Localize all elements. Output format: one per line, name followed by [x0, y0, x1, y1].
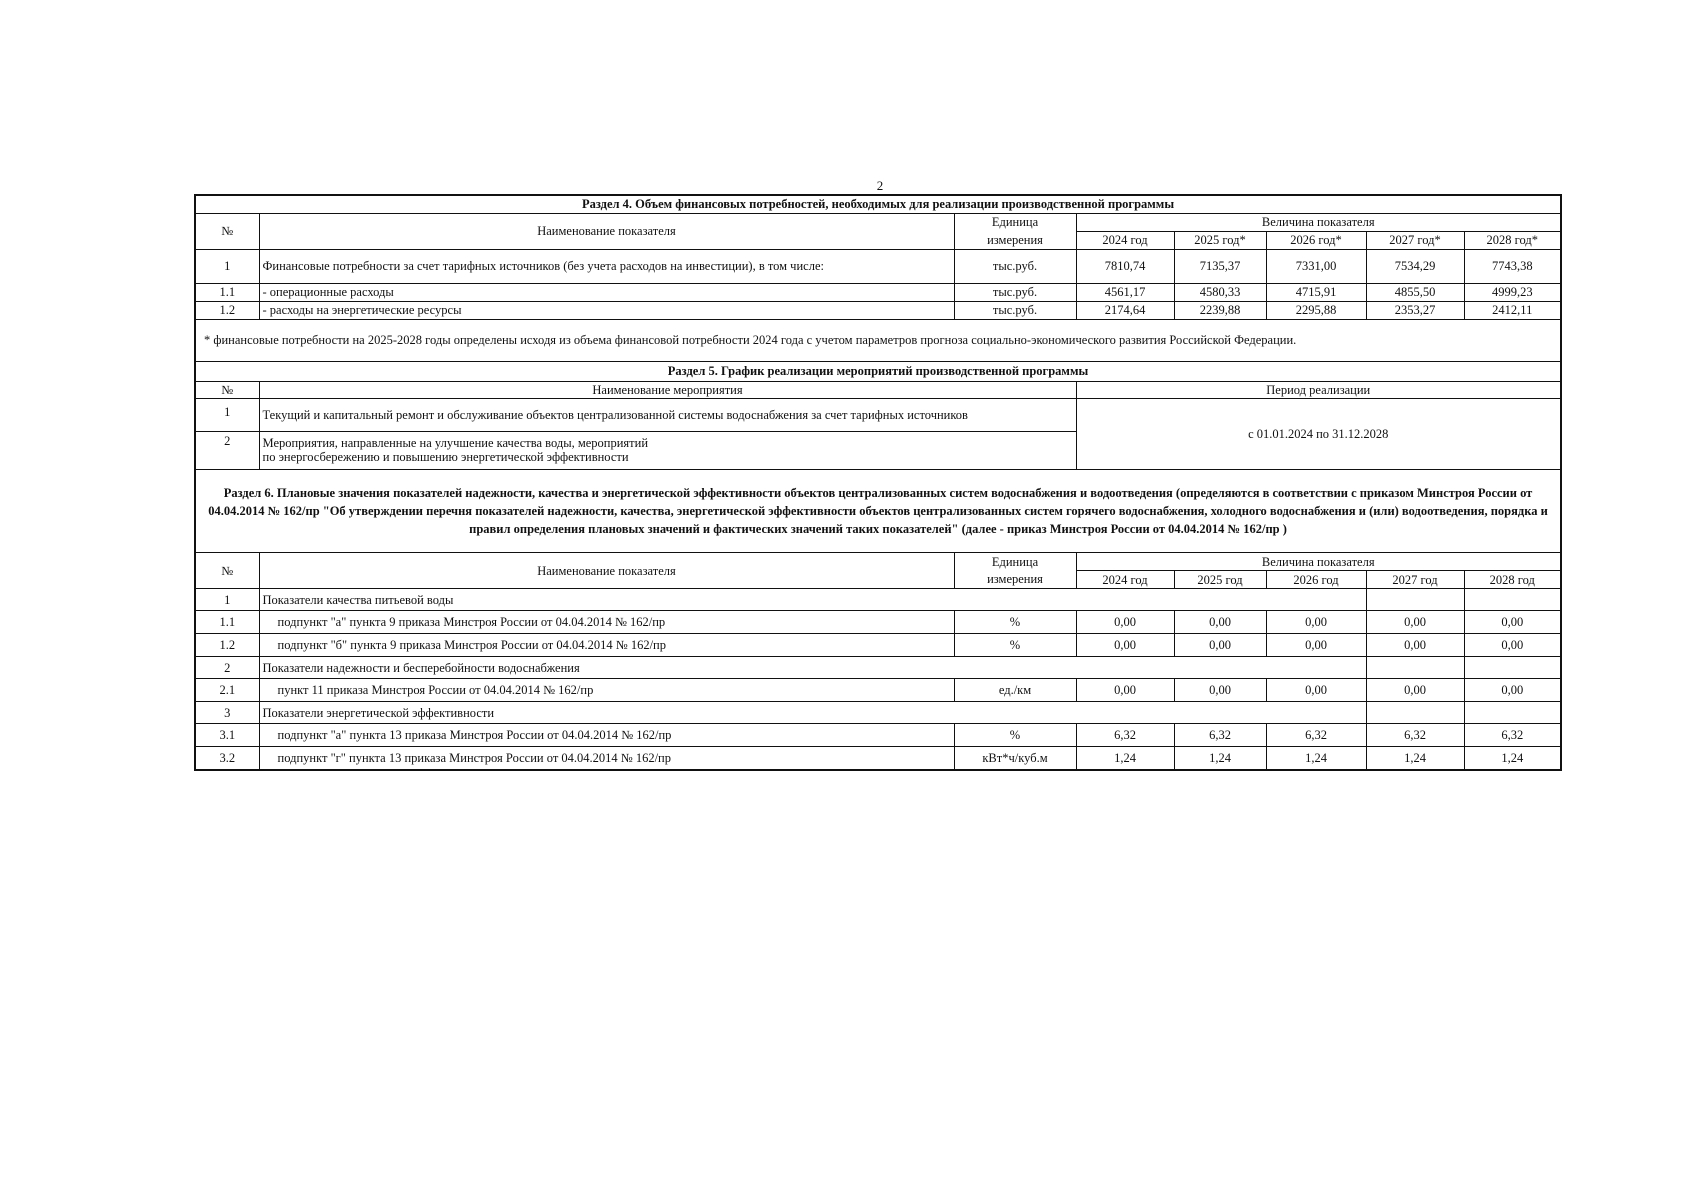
- row-unit: %: [954, 634, 1076, 657]
- s4-year-2025: 2025 год*: [1174, 231, 1266, 249]
- row-value: 6,32: [1174, 724, 1266, 747]
- table-row: [195, 301, 1561, 319]
- row-value: 0,00: [1076, 679, 1174, 702]
- main-table: [194, 194, 1562, 771]
- row-value: 2353,27: [1366, 301, 1464, 319]
- row-num: 1.1: [195, 283, 259, 301]
- row-group-name: Показатели надежности и бесперебойности водоснабжения: [259, 657, 1366, 679]
- row-unit: тыс.руб.: [954, 301, 1076, 319]
- row-name: подпункт "а" пункта 9 приказа Минстроя России от 04.04.2014 № 162/пр: [259, 611, 954, 634]
- row-value: 7810,74: [1076, 249, 1174, 283]
- row-group-name: Показатели энергетической эффективности: [259, 702, 1366, 724]
- row-value: 0,00: [1076, 634, 1174, 657]
- row-value: 2174,64: [1076, 301, 1174, 319]
- row-unit: %: [954, 724, 1076, 747]
- row-name: - расходы на энергетические ресурсы: [259, 301, 954, 319]
- table-row: [195, 679, 1561, 702]
- row-value: 0,00: [1266, 634, 1366, 657]
- row-value: 7743,38: [1464, 249, 1561, 283]
- s4-year-2027: 2027 год*: [1366, 231, 1464, 249]
- s5-header-num: №: [195, 381, 259, 398]
- section6-title: Раздел 6. Плановые значения показателей надежности, качества и энергетической эффективности объектов централизованных систем водоснабжения и водоотведения (определяются в соответствии с приказом Минстроя России от 04.04.2014 № 162/пр "Об утверждении перечня показателей надежности, качества, энергетической эффективности объектов централизованных систем горячего водоснабжения, холодного водоснабжения и (или) водоотведения, порядка и правил определения плановых значений и фактических значений таких показателей" (далее - приказ Минстроя России от 04.04.2014 № 162/пр ): [195, 469, 1561, 552]
- row-value: 4855,50: [1366, 283, 1464, 301]
- row-value: 2295,88: [1266, 301, 1366, 319]
- section5-title: Раздел 5. График реализации мероприятий производственной программы: [195, 361, 1561, 381]
- row-unit: тыс.руб.: [954, 249, 1076, 283]
- row-empty-cell: [1366, 589, 1464, 611]
- table-row: [195, 398, 1561, 431]
- row-num: 3.2: [195, 747, 259, 770]
- row-value: 1,24: [1366, 747, 1464, 770]
- row-value: 0,00: [1464, 679, 1561, 702]
- row-value: 1,24: [1174, 747, 1266, 770]
- row-value: 0,00: [1366, 634, 1464, 657]
- s5-header-name: Наименование мероприятия: [259, 381, 1076, 398]
- row-value: 4580,33: [1174, 283, 1266, 301]
- table-row: [195, 611, 1561, 634]
- row-num: 1.2: [195, 634, 259, 657]
- s6-year-2028: 2028 год: [1464, 571, 1561, 589]
- s6-year-2026: 2026 год: [1266, 571, 1366, 589]
- row-num: 1: [195, 249, 259, 283]
- s4-header-unit-2: измерения: [954, 231, 1076, 249]
- section4-footnote: * финансовые потребности на 2025-2028 годы определены исходя из объема финансовой потребности 2024 года с учетом параметров прогноза социально-экономического развития Российской Федерации.: [195, 319, 1561, 361]
- row-value: 2412,11: [1464, 301, 1561, 319]
- row-empty-cell: [1464, 702, 1561, 724]
- row-value: 4561,17: [1076, 283, 1174, 301]
- row-value: 4999,23: [1464, 283, 1561, 301]
- page-number: 2: [876, 178, 884, 193]
- s6-header-unit-1: Единица: [954, 553, 1076, 571]
- row-empty-cell: [1464, 657, 1561, 679]
- row-name: подпункт "г" пункта 13 приказа Минстроя России от 04.04.2014 № 162/пр: [259, 747, 954, 770]
- row-num: 1: [195, 589, 259, 611]
- s6-year-2025: 2025 год: [1174, 571, 1266, 589]
- row-num: 3: [195, 702, 259, 724]
- row-num: 3.1: [195, 724, 259, 747]
- row-name: Финансовые потребности за счет тарифных источников (без учета расходов на инвестиции), в том числе:: [259, 249, 954, 283]
- s6-header-unit-2: измерения: [954, 571, 1076, 589]
- s4-year-2026: 2026 год*: [1266, 231, 1366, 249]
- row-value: 0,00: [1366, 679, 1464, 702]
- s4-header-value: Величина показателя: [1076, 213, 1561, 231]
- table-row: [195, 747, 1561, 770]
- table-row: [195, 283, 1561, 301]
- row-name: Текущий и капитальный ремонт и обслуживание объектов централизованной системы водоснабжения за счет тарифных источников: [259, 398, 1076, 431]
- row-num: 1.2: [195, 301, 259, 319]
- row-value: 0,00: [1174, 634, 1266, 657]
- row-value: 2239,88: [1174, 301, 1266, 319]
- row-value: 0,00: [1266, 611, 1366, 634]
- s4-year-2024: 2024 год: [1076, 231, 1174, 249]
- row-name-line-1: Мероприятия, направленные на улучшение качества воды, мероприятий: [262, 436, 649, 450]
- row-value: 7331,00: [1266, 249, 1366, 283]
- row-name: [259, 431, 1076, 469]
- table-row: [195, 702, 1561, 724]
- row-num: 2.1: [195, 679, 259, 702]
- s4-header-num: №: [195, 213, 259, 249]
- row-value: 4715,91: [1266, 283, 1366, 301]
- s6-header-num: №: [195, 553, 259, 589]
- document-body: [194, 194, 1560, 771]
- section4-title: Раздел 4. Объем финансовых потребностей, необходимых для реализации производственной программы: [195, 195, 1561, 213]
- s5-header-period: Период реализации: [1076, 381, 1561, 398]
- s6-year-2027: 2027 год: [1366, 571, 1464, 589]
- row-empty-cell: [1464, 589, 1561, 611]
- row-name: подпункт "а" пункта 13 приказа Минстроя России от 04.04.2014 № 162/пр: [259, 724, 954, 747]
- row-num: 1: [195, 398, 259, 431]
- s5-period-value: с 01.01.2024 по 31.12.2028: [1076, 398, 1561, 469]
- row-unit: тыс.руб.: [954, 283, 1076, 301]
- row-value: 0,00: [1266, 679, 1366, 702]
- row-value: 6,32: [1266, 724, 1366, 747]
- row-value: 0,00: [1174, 611, 1266, 634]
- table-row: [195, 634, 1561, 657]
- row-value: 6,32: [1366, 724, 1464, 747]
- row-unit: ед./км: [954, 679, 1076, 702]
- row-unit: кВт*ч/куб.м: [954, 747, 1076, 770]
- s6-header-name: Наименование показателя: [259, 553, 954, 589]
- row-value: 6,32: [1464, 724, 1561, 747]
- row-num: 1.1: [195, 611, 259, 634]
- row-value: 0,00: [1464, 634, 1561, 657]
- row-value: 7135,37: [1174, 249, 1266, 283]
- s4-year-2028: 2028 год*: [1464, 231, 1561, 249]
- row-value: 1,24: [1076, 747, 1174, 770]
- row-name-line-2: по энергосбережению и повышению энергетической эффективности: [262, 450, 629, 465]
- row-value: 0,00: [1076, 611, 1174, 634]
- row-empty-cell: [1366, 657, 1464, 679]
- row-group-name: Показатели качества питьевой воды: [259, 589, 1366, 611]
- row-num: 2: [195, 657, 259, 679]
- row-value: 1,24: [1266, 747, 1366, 770]
- row-empty-cell: [1366, 702, 1464, 724]
- table-row: [195, 657, 1561, 679]
- row-value: 7534,29: [1366, 249, 1464, 283]
- row-value: 0,00: [1366, 611, 1464, 634]
- row-value: 6,32: [1076, 724, 1174, 747]
- row-unit: %: [954, 611, 1076, 634]
- s6-year-2024: 2024 год: [1076, 571, 1174, 589]
- table-row: [195, 249, 1561, 283]
- s4-header-name: Наименование показателя: [259, 213, 954, 249]
- row-value: 0,00: [1464, 611, 1561, 634]
- s6-header-value: Величина показателя: [1076, 553, 1561, 571]
- row-name: - операционные расходы: [259, 283, 954, 301]
- s4-header-unit-1: Единица: [954, 213, 1076, 231]
- row-num: 2: [195, 431, 259, 469]
- table-row: [195, 724, 1561, 747]
- row-name: подпункт "б" пункта 9 приказа Минстроя России от 04.04.2014 № 162/пр: [259, 634, 954, 657]
- row-name: пункт 11 приказа Минстроя России от 04.04.2014 № 162/пр: [259, 679, 954, 702]
- row-value: 1,24: [1464, 747, 1561, 770]
- row-value: 0,00: [1174, 679, 1266, 702]
- table-row: [195, 589, 1561, 611]
